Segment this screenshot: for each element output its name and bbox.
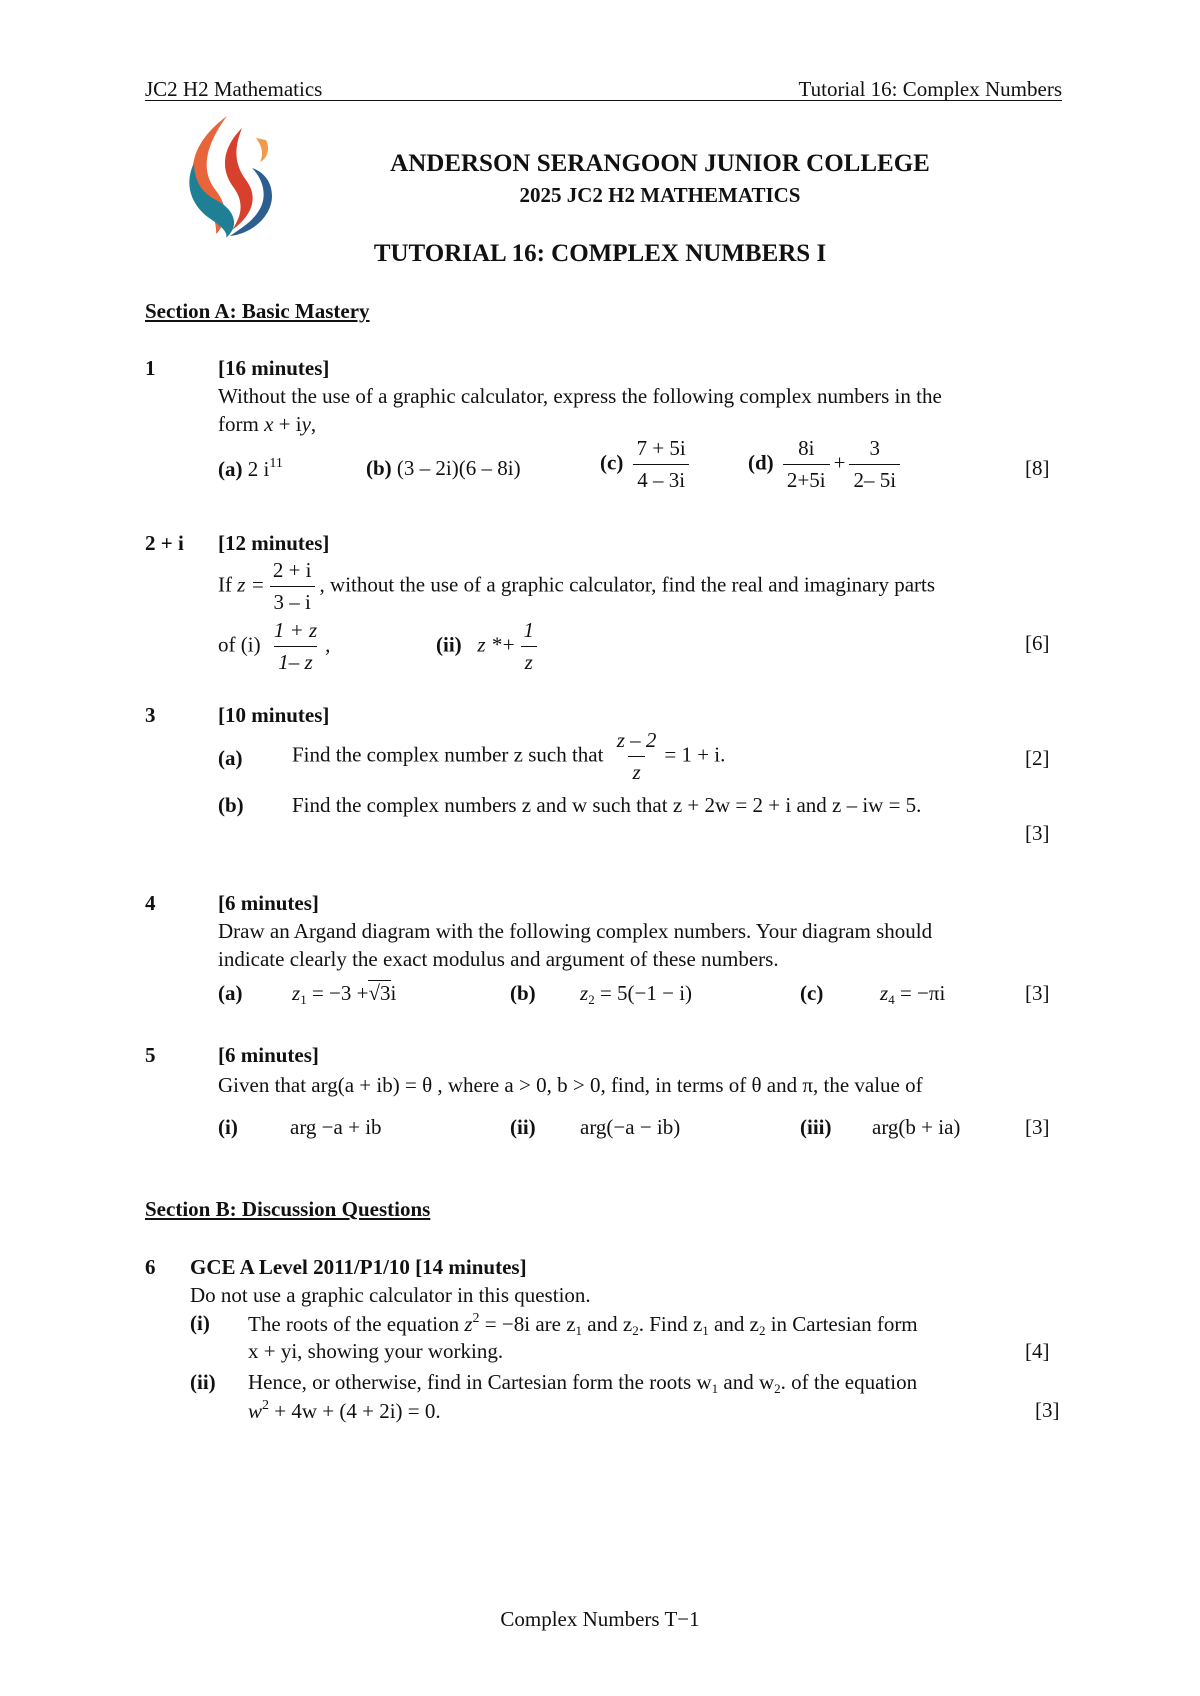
q2-ii-fraction: $\frac{1}{z}$ xyxy=(520,618,539,675)
q6-ii-line2: $w^2 + 4w + (4 + 2i) = 0$. xyxy=(248,1398,441,1423)
section-b-heading: Section B: Discussion Questions xyxy=(145,1197,431,1221)
q3-a-fraction: $\frac{z - 2}{z}$ xyxy=(616,728,657,785)
q1-line2: form x + iy, xyxy=(218,412,317,436)
q5-iii-expr: arg(b + ia) xyxy=(872,1115,961,1139)
q4-a-label: (a) xyxy=(218,981,243,1005)
q5-i-expr: arg −a + ib xyxy=(290,1115,382,1139)
q2-line1: If z = $\frac{2 + i}{3 - i}$ , without the use of a graphic calculator, find the real and imaginary parts xyxy=(218,558,936,615)
q2-number: 2 + i xyxy=(145,531,184,555)
q3-number: 3 xyxy=(145,703,156,727)
section-a-heading: Section A: Basic Mastery xyxy=(145,299,370,323)
q3-a-text: Find the complex number z such that $\frac{z - 2}{z}$ = 1 + i. xyxy=(292,728,726,785)
q2-mark: [6] xyxy=(1025,631,1050,655)
q4-c-label: (c) xyxy=(800,981,824,1005)
q4-line1: Draw an Argand diagram with the following complex numbers. Your diagram should xyxy=(218,919,933,943)
q5-ii-expr: arg(−a − ib) xyxy=(580,1115,681,1139)
header-left: JC2 H2 Mathematics xyxy=(145,77,323,101)
page-footer: Complex Numbers T−1 xyxy=(500,1607,700,1631)
q3-time: [10 minutes] xyxy=(218,703,330,727)
q3-a-label: (a) xyxy=(218,746,243,770)
q4-line2: indicate clearly the exact modulus and argument of these numbers. xyxy=(218,947,779,971)
q4-number: 4 xyxy=(145,891,156,915)
q4-b-expr: $z_2 = 5(-1 - i)$ xyxy=(580,981,693,1007)
college-name: ANDERSON SERANGOON JUNIOR COLLEGE xyxy=(390,150,930,177)
q1-d-fraction-1: $\frac{8i}{2+5i}$ xyxy=(783,436,830,493)
college-subtitle: 2025 JC2 H2 MATHEMATICS xyxy=(519,183,801,207)
header-right: Tutorial 16: Complex Numbers xyxy=(798,77,1062,101)
q6-i-label: (i) xyxy=(190,1311,210,1335)
q6-heading: GCE A Level 2011/P1/10 [14 minutes] xyxy=(190,1255,527,1279)
q2-z-fraction: $\frac{2 + i}{3 - i}$ xyxy=(269,558,316,615)
q1-part-b: (b) (3 – 2i)(6 – 8i) xyxy=(366,456,521,480)
q4-c-expr: $z_4 = -\pi i$ xyxy=(880,981,946,1007)
q2-part-i: of (i) $\frac{1 + z}{1- z}$ , xyxy=(218,618,331,675)
q1-part-c: (c) $\frac{7 + 5i}{4 - 3i}$ xyxy=(600,436,694,493)
q1-part-a: (a) 2 $i^{11}$ xyxy=(218,456,283,481)
q5-i-label: (i) xyxy=(218,1115,238,1139)
q6-line1: Do not use a graphic calculator in this question. xyxy=(190,1283,591,1307)
q1-time: [16 minutes] xyxy=(218,356,330,380)
q6-ii-mark: [3] xyxy=(1035,1398,1060,1422)
q6-i-line2: x + yi, showing your working. xyxy=(248,1339,504,1363)
q1-part-d: (d) $\frac{8i}{2+5i}$ + $\frac{3}{2- 5i}$ xyxy=(748,436,904,493)
q5-time: [6 minutes] xyxy=(218,1043,319,1067)
header-rule xyxy=(145,100,1062,101)
q3-b-label: (b) xyxy=(218,793,244,817)
q6-ii-line1: Hence, or otherwise, find in Cartesian form the roots $w_1$ and $w_2$. of the equation xyxy=(248,1370,918,1396)
tutorial-title: TUTORIAL 16: COMPLEX NUMBERS I xyxy=(373,240,827,267)
q6-number: 6 xyxy=(145,1255,156,1279)
q5-iii-label: (iii) xyxy=(800,1115,832,1139)
q2-i-fraction: $\frac{1 + z}{1- z}$ xyxy=(273,618,318,675)
q1-c-fraction: $\frac{7 + 5i}{4 - 3i}$ xyxy=(633,436,690,493)
q1-number: 1 xyxy=(145,356,156,380)
q4-b-label: (b) xyxy=(510,981,536,1005)
q2-time: [12 minutes] xyxy=(218,531,330,555)
q1-mark: [8] xyxy=(1025,456,1050,480)
q3-a-mark: [2] xyxy=(1025,746,1050,770)
q5-line1: Given that arg(a + ib) = θ , where a > 0, b > 0, find, in terms of θ and π, the value of xyxy=(218,1073,923,1097)
q5-mark: [3] xyxy=(1025,1115,1050,1139)
q4-time: [6 minutes] xyxy=(218,891,319,915)
q1-line1: Without the use of a graphic calculator, express the following complex numbers in the xyxy=(218,384,942,408)
q5-number: 5 xyxy=(145,1043,156,1067)
q6-ii-label: (ii) xyxy=(190,1370,216,1394)
q5-ii-label: (ii) xyxy=(510,1115,536,1139)
q4-a-expr: $z_1 = -3 +√3i$ xyxy=(292,981,397,1007)
q2-part-ii: (ii) z *+ $\frac{1}{z}$ xyxy=(436,618,542,675)
q4-mark: [3] xyxy=(1025,981,1050,1005)
q6-i-line1: The roots of the equation $z^2 = -8i$ are $z_1$ and $z_2$. Find $z_1$ and $z_2$ in Cartesian form xyxy=(248,1311,918,1338)
q3-b-mark: [3] xyxy=(1025,821,1050,845)
q6-i-mark: [4] xyxy=(1025,1339,1050,1363)
q3-b-text: Find the complex numbers z and w such that z + 2w = 2 + i and z – iw = 5. xyxy=(292,793,922,817)
q1-d-fraction-2: $\frac{3}{2- 5i}$ xyxy=(849,436,900,493)
